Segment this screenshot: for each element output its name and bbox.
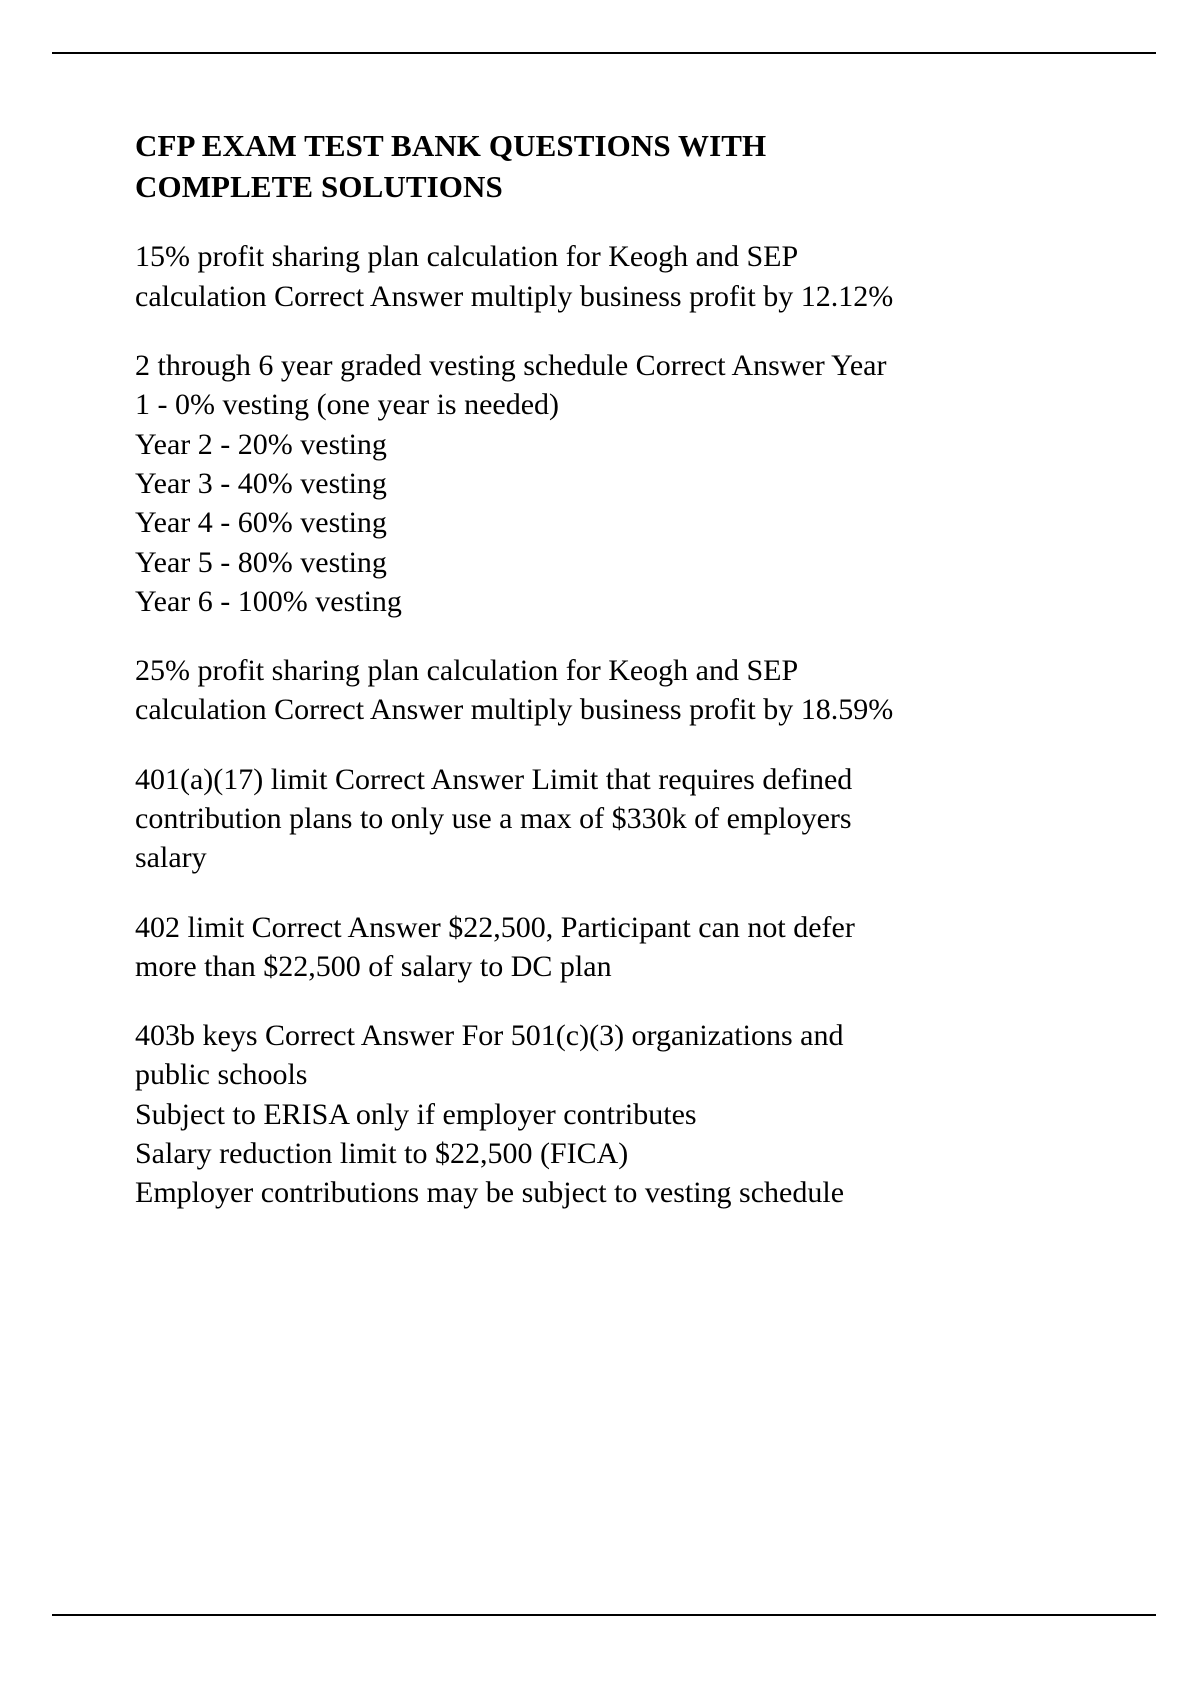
qa-line: contribution plans to only use a max of $330k of employers: [135, 802, 852, 835]
qa-line: Employer contributions may be subject to vesting schedule: [135, 1176, 845, 1210]
qa-line: Subject to ERISA only if employer contributes: [135, 1097, 697, 1131]
qa-line: 402 limit Correct Answer $22,500, Participant can not defer: [135, 910, 855, 944]
page-title: CFP EXAM TEST BANK QUESTIONS WITH COMPLETE SOLUTIONS: [135, 128, 767, 205]
footer-rule: [52, 1614, 1156, 1616]
qa-line: 401(a)(17) limit Correct Answer Limit that requires defined: [135, 762, 853, 796]
qa-block-graded-vesting: [135, 346, 1065, 621]
qa-line: 15% profit sharing plan calculation for Keogh and SEP: [135, 240, 799, 274]
qa-line: 403b keys Correct Answer For 501(c)(3) organizations and: [135, 1019, 844, 1053]
qa-line: calculation Correct Answer multiply business profit by 12.12%: [135, 279, 894, 313]
qa-line: salary: [135, 841, 207, 875]
qa-block-profit-sharing-15: [135, 237, 1065, 316]
header-rule: [52, 52, 1156, 54]
qa-line: 1 - 0% vesting (one year is needed): [135, 388, 560, 422]
qa-line: more than $22,500 of salary to DC plan: [135, 949, 612, 983]
qa-line: Year 6 - 100% vesting: [135, 584, 402, 618]
qa-line: Year 5 - 80% vesting: [135, 545, 387, 579]
qa-block-limit-402: [135, 908, 1065, 987]
qa-block-profit-sharing-25: [135, 651, 1065, 730]
qa-block-limit-401a17: [135, 760, 1065, 878]
qa-line: public schools: [135, 1058, 308, 1092]
qa-line: calculation Correct Answer multiply business profit by 18.59%: [135, 693, 894, 727]
qa-line: 25% profit sharing plan calculation for Keogh and SEP: [135, 654, 799, 688]
document-body: [135, 125, 1065, 1213]
qa-line: Year 4 - 60% vesting: [135, 506, 387, 540]
qa-line: Year 2 - 20% vesting: [135, 427, 387, 461]
qa-block-403b-keys: [135, 1016, 1065, 1212]
qa-line: Salary reduction limit to $22,500 (FICA): [135, 1137, 629, 1171]
qa-line: Year 3 - 40% vesting: [135, 466, 387, 500]
qa-line: 2 through 6 year graded vesting schedule Correct Answer Year: [135, 349, 887, 383]
